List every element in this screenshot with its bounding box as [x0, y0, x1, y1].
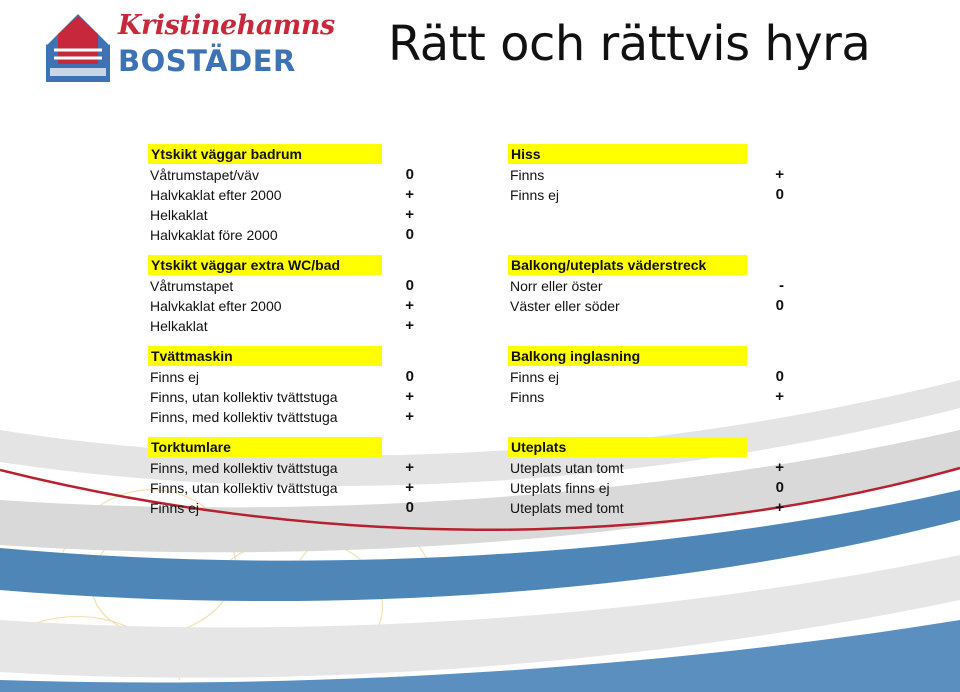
spacer [508, 407, 790, 427]
list-item [148, 205, 420, 225]
list-item [148, 276, 420, 296]
item-value: + [405, 408, 414, 425]
item-label: Våtrumstapet [150, 278, 234, 294]
section-balkong-inglasning [508, 346, 790, 427]
section-header: Tvättmaskin [148, 346, 382, 366]
item-value: + [405, 388, 414, 405]
logo-text-top: Kristinehamns [118, 10, 335, 41]
item-label: Finns ej [150, 500, 200, 516]
list-item [148, 225, 420, 245]
right-column [508, 144, 790, 528]
item-value: + [775, 499, 784, 516]
spacer [508, 316, 790, 336]
list-item [148, 407, 420, 427]
item-label: Norr eller öster [510, 278, 603, 294]
item-value: 0 [775, 297, 784, 314]
item-label: Halvkaklat före 2000 [150, 227, 278, 243]
section-header: Ytskikt väggar badrum [148, 144, 382, 164]
item-value: + [775, 166, 784, 183]
item-label: Finns, med kollektiv tvättstuga [150, 460, 338, 476]
section-ytskikt-badrum [148, 144, 420, 245]
list-item [508, 458, 790, 478]
logo-text-bottom: BOSTÄDER [118, 44, 296, 78]
page-title: Rätt och rättvis hyra [388, 16, 871, 72]
spacer [508, 225, 790, 245]
item-value: + [405, 297, 414, 314]
spacer [508, 205, 790, 225]
item-value: 0 [405, 499, 414, 516]
item-label: Finns, utan kollektiv tvättstuga [150, 389, 338, 405]
list-item [148, 478, 420, 498]
list-item [148, 458, 420, 478]
item-value: - [779, 277, 784, 294]
item-label: Finns, med kollektiv tvättstuga [150, 409, 338, 425]
section-torktumlare [148, 437, 420, 518]
item-label: Finns ej [150, 369, 200, 385]
item-value: 0 [405, 368, 414, 385]
item-value: + [405, 459, 414, 476]
item-label: Helkaklat [150, 207, 208, 223]
list-item [508, 296, 790, 316]
item-label: Uteplats utan tomt [510, 460, 624, 476]
list-item [508, 367, 790, 387]
section-ytskikt-extra-wc [148, 255, 420, 336]
item-value: 0 [775, 368, 784, 385]
item-label: Uteplats finns ej [510, 480, 610, 496]
item-label: Finns [510, 389, 545, 405]
list-item [508, 165, 790, 185]
item-value: + [405, 479, 414, 496]
item-label: Väster eller söder [510, 298, 620, 314]
item-value: 0 [405, 226, 414, 243]
list-item [148, 296, 420, 316]
item-value: 0 [775, 186, 784, 203]
list-item [508, 387, 790, 407]
list-item [508, 498, 790, 518]
item-value: 0 [775, 479, 784, 496]
item-value: + [775, 388, 784, 405]
section-header: Hiss [508, 144, 747, 164]
item-value: 0 [405, 166, 414, 183]
company-logo [40, 4, 335, 86]
item-label: Finns [510, 167, 545, 183]
list-item [148, 387, 420, 407]
item-value: + [775, 459, 784, 476]
section-hiss [508, 144, 790, 245]
list-item [508, 185, 790, 205]
item-value: + [405, 206, 414, 223]
list-item [148, 185, 420, 205]
section-header: Ytskikt väggar extra WC/bad [148, 255, 382, 275]
section-balkong-vaderstreck [508, 255, 790, 336]
list-item [148, 498, 420, 518]
list-item [148, 165, 420, 185]
item-value: + [405, 317, 414, 334]
list-item [508, 276, 790, 296]
section-tvattmaskin [148, 346, 420, 427]
section-header: Balkong inglasning [508, 346, 747, 366]
list-item [148, 316, 420, 336]
item-label: Våtrumstapet/väv [150, 167, 259, 183]
section-header: Torktumlare [148, 437, 382, 457]
list-item [508, 478, 790, 498]
left-column [148, 144, 420, 528]
list-item [148, 367, 420, 387]
item-label: Uteplats med tomt [510, 500, 624, 516]
item-value: + [405, 186, 414, 203]
item-label: Helkaklat [150, 318, 208, 334]
item-label: Halvkaklat efter 2000 [150, 187, 282, 203]
item-label: Finns ej [510, 187, 560, 203]
item-label: Halvkaklat efter 2000 [150, 298, 282, 314]
section-header: Uteplats [508, 437, 747, 457]
section-header: Balkong/uteplats väderstreck [508, 255, 747, 275]
house-icon [40, 4, 116, 86]
item-label: Finns, utan kollektiv tvättstuga [150, 480, 338, 496]
item-label: Finns ej [510, 369, 560, 385]
section-uteplats [508, 437, 790, 518]
item-value: 0 [405, 277, 414, 294]
